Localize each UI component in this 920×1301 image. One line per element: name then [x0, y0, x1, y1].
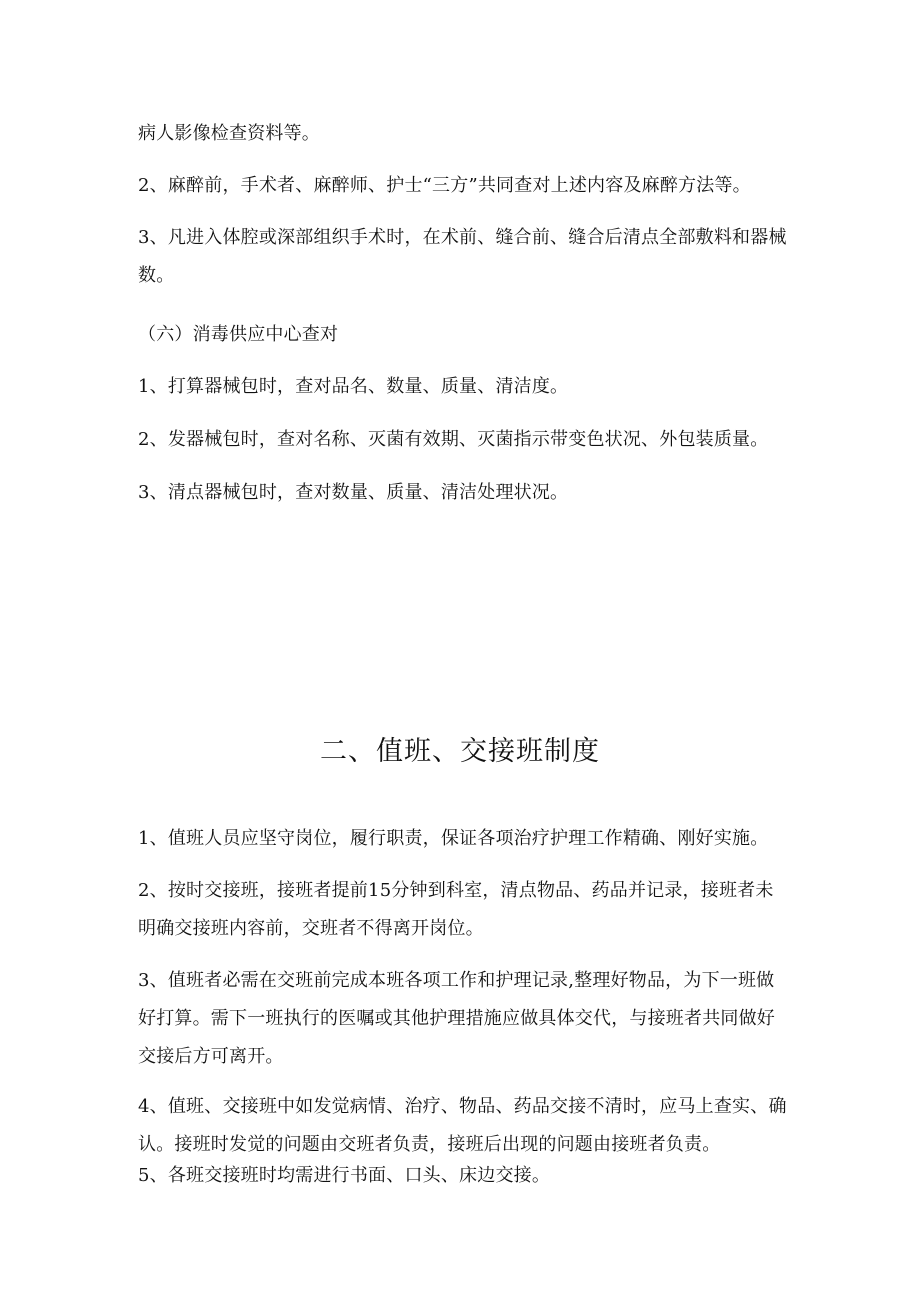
paragraph-line: 病人影像检查资料等。	[138, 123, 320, 144]
list-item: 1、打算器械包时，查对品名、数量、质量、清洁度。	[138, 376, 569, 397]
list-item: 2、发器械包时，查对名称、灭菌有效期、灭菌指示带变色状况、外包装质量。	[138, 429, 769, 450]
list-item: 2、按时交接班，接班者提前15分钟到科室，清点物品、药品并记录，接班者未明确交接班内容前，交班者不得离开岗位。	[138, 880, 774, 939]
list-item: 3、清点器械包时，查对数量、质量、清洁处理状况。	[138, 482, 569, 503]
paragraph-item: 2、麻醉前，手术者、麻醉师、护士“三方”共同查对上述内容及麻醉方法等。	[138, 175, 751, 196]
paragraph-item: 3、凡进入体腔或深部组织手术时，在术前、缝合前、缝合后清点全部敷料和器械数。	[138, 227, 787, 286]
list-item: 1、值班人员应坚守岗位，履行职责，保证各项治疗护理工作精确、刚好实施。	[138, 828, 769, 849]
page-title: 二、值班、交接班制度	[320, 736, 600, 767]
list-item: 5、各班交接班时均需进行书面、口头、床边交接。	[138, 1165, 551, 1186]
section-heading: （六）消毒供应中心查对	[138, 324, 339, 345]
list-item: 4、值班、交接班中如发觉病情、治疗、物品、药品交接不清时，应马上查实、确认。接班时发觉的问题由交班者负责，接班后出现的问题由接班者负责。	[138, 1096, 787, 1155]
list-item: 3、值班者必需在交班前完成本班各项工作和护理记录,整理好物品，为下一班做好打算。需下一班执行的医嘱或其他护理措施应做具体交代，与接班者共同做好交接后方可离开。	[138, 970, 775, 1067]
